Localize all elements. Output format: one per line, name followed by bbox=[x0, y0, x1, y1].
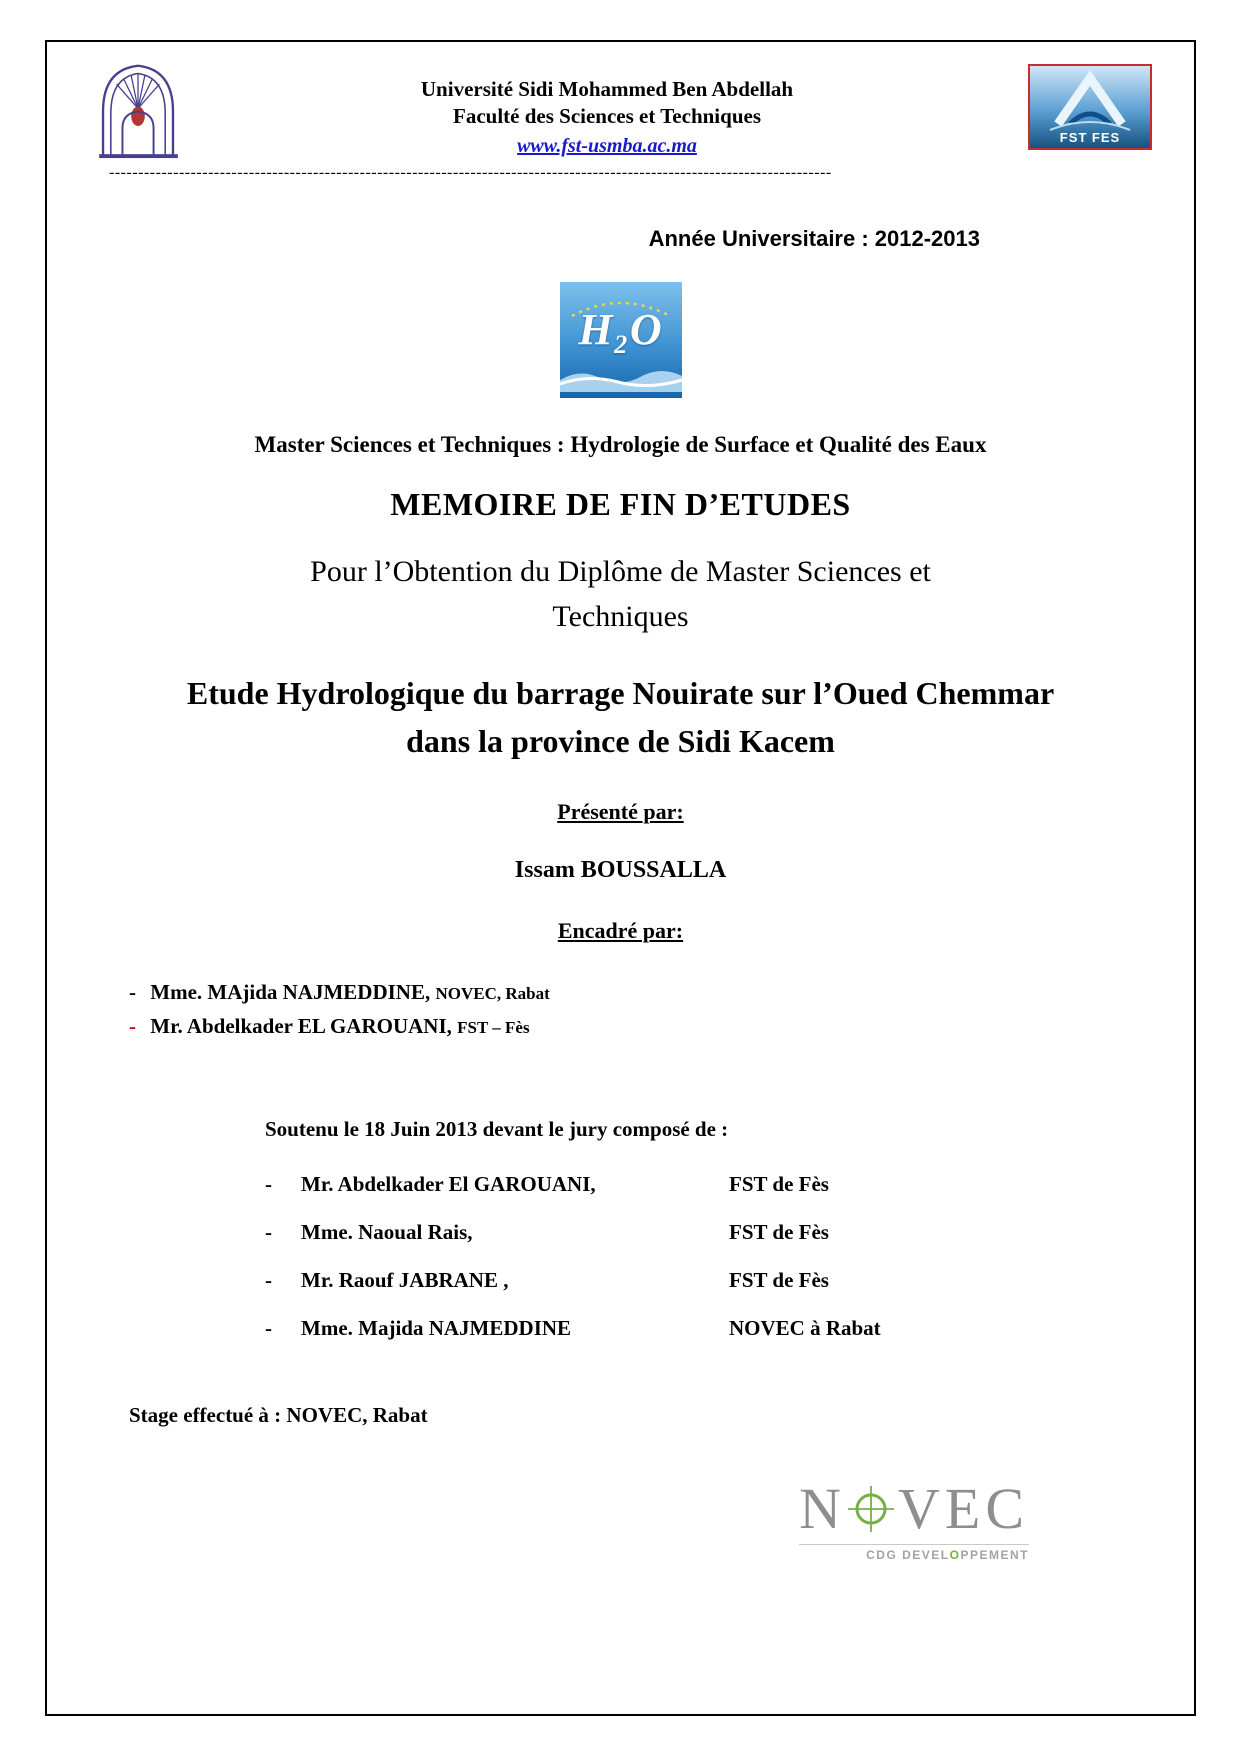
university-name: Université Sidi Mohammed Ben Abdellah bbox=[420, 77, 794, 101]
jury-member-affiliation: NOVEC à Rabat bbox=[729, 1316, 881, 1341]
jury-row bbox=[265, 1172, 1152, 1197]
diploma-subtitle: Pour l’Obtention du Diplôme de Master Sciences et Techniques bbox=[310, 555, 931, 633]
jury-dash: - bbox=[265, 1172, 272, 1197]
jury-row bbox=[265, 1316, 1152, 1341]
author-name: Issam BOUSSALLA bbox=[514, 857, 727, 883]
supervisor-dash: - bbox=[129, 980, 136, 1004]
novec-subtitle-part1: CDG DEVEL bbox=[866, 1548, 950, 1562]
jury-dash: - bbox=[265, 1220, 272, 1245]
jury-dash: - bbox=[265, 1268, 272, 1293]
h2o-wave-icon bbox=[560, 362, 682, 392]
supervisor-item bbox=[129, 976, 1152, 1010]
novec-divider-line bbox=[799, 1544, 1029, 1545]
header bbox=[89, 58, 1152, 160]
supervisor-name: Mme. MAjida NAJMEDDINE, bbox=[150, 980, 431, 1004]
jury-member-affiliation: FST de Fès bbox=[729, 1268, 829, 1293]
novec-wordmark bbox=[799, 1475, 1029, 1542]
master-program-line: Master Sciences et Techniques : Hydrologie de Surface et Qualité des Eaux bbox=[254, 432, 987, 457]
fst-fes-logo bbox=[1028, 64, 1152, 150]
university-emblem-icon bbox=[91, 58, 186, 160]
h2o-logo-text: H₂O bbox=[578, 305, 663, 354]
presented-by-label-text: Présenté par: bbox=[557, 799, 684, 824]
dashed-divider: ---------------------------------------------------------------------------------------------------------------------------- bbox=[109, 164, 832, 181]
defense-intro-line: Soutenu le 18 Juin 2013 devant le jury composé de : bbox=[265, 1117, 729, 1142]
novec-letters-vec: VEC bbox=[898, 1476, 1029, 1541]
novec-subtitle bbox=[799, 1548, 1029, 1562]
jury-list bbox=[265, 1172, 1152, 1341]
supervised-by-label bbox=[89, 918, 1152, 944]
novec-letter-n: N bbox=[799, 1476, 846, 1541]
novec-subtitle-green-o: O bbox=[949, 1548, 961, 1562]
novec-target-icon bbox=[848, 1486, 894, 1532]
jury-member-name: Mme. Majida NAJMEDDINE bbox=[301, 1316, 572, 1341]
faculty-name: Faculté des Sciences et Techniques bbox=[453, 104, 761, 129]
jury-member-affiliation: FST de Fès bbox=[729, 1220, 829, 1245]
jury-row bbox=[265, 1268, 1152, 1293]
academic-year: Année Universitaire : 2012-2013 bbox=[648, 226, 980, 251]
supervised-by-label-text: Encadré par: bbox=[557, 918, 684, 943]
fst-fes-logo-label: FST FES bbox=[1059, 130, 1121, 145]
supervisor-item bbox=[129, 1010, 1152, 1044]
jury-row bbox=[265, 1220, 1152, 1245]
supervisor-affiliation: FST – Fès bbox=[457, 1017, 530, 1037]
supervisors-list bbox=[129, 976, 1152, 1043]
h2o-logo bbox=[560, 282, 682, 398]
jury-dash: - bbox=[265, 1316, 272, 1341]
supervisor-dash: - bbox=[129, 1013, 136, 1038]
jury-member-name: Mr. Raouf JABRANE , bbox=[301, 1268, 509, 1293]
header-text-block bbox=[186, 58, 1028, 159]
supervisor-affiliation: NOVEC, Rabat bbox=[435, 984, 550, 1003]
university-emblem-logo bbox=[91, 58, 186, 160]
supervisor-name: Mr. Abdelkader EL GAROUANI, bbox=[150, 1013, 452, 1038]
website-link[interactable]: www.fst-usmba.ac.ma bbox=[517, 134, 697, 157]
memoire-title: MEMOIRE DE FIN D’ETUDES bbox=[390, 486, 851, 522]
jury-member-name: Mme. Naoual Rais, bbox=[301, 1220, 473, 1245]
page-border-frame bbox=[45, 40, 1196, 1716]
thesis-title: Etude Hydrologique du barrage Nouirate sur l’Oued Chemmar dans la province de Sidi Kacem bbox=[186, 675, 1055, 759]
presented-by-label bbox=[89, 799, 1152, 825]
jury-member-name: Mr. Abdelkader El GAROUANI, bbox=[301, 1172, 596, 1197]
jury-member-affiliation: FST de Fès bbox=[729, 1172, 829, 1197]
novec-logo bbox=[799, 1475, 1029, 1562]
novec-subtitle-part2: PPEMENT bbox=[960, 1548, 1029, 1562]
internship-line: Stage effectué à : NOVEC, Rabat bbox=[129, 1403, 428, 1428]
